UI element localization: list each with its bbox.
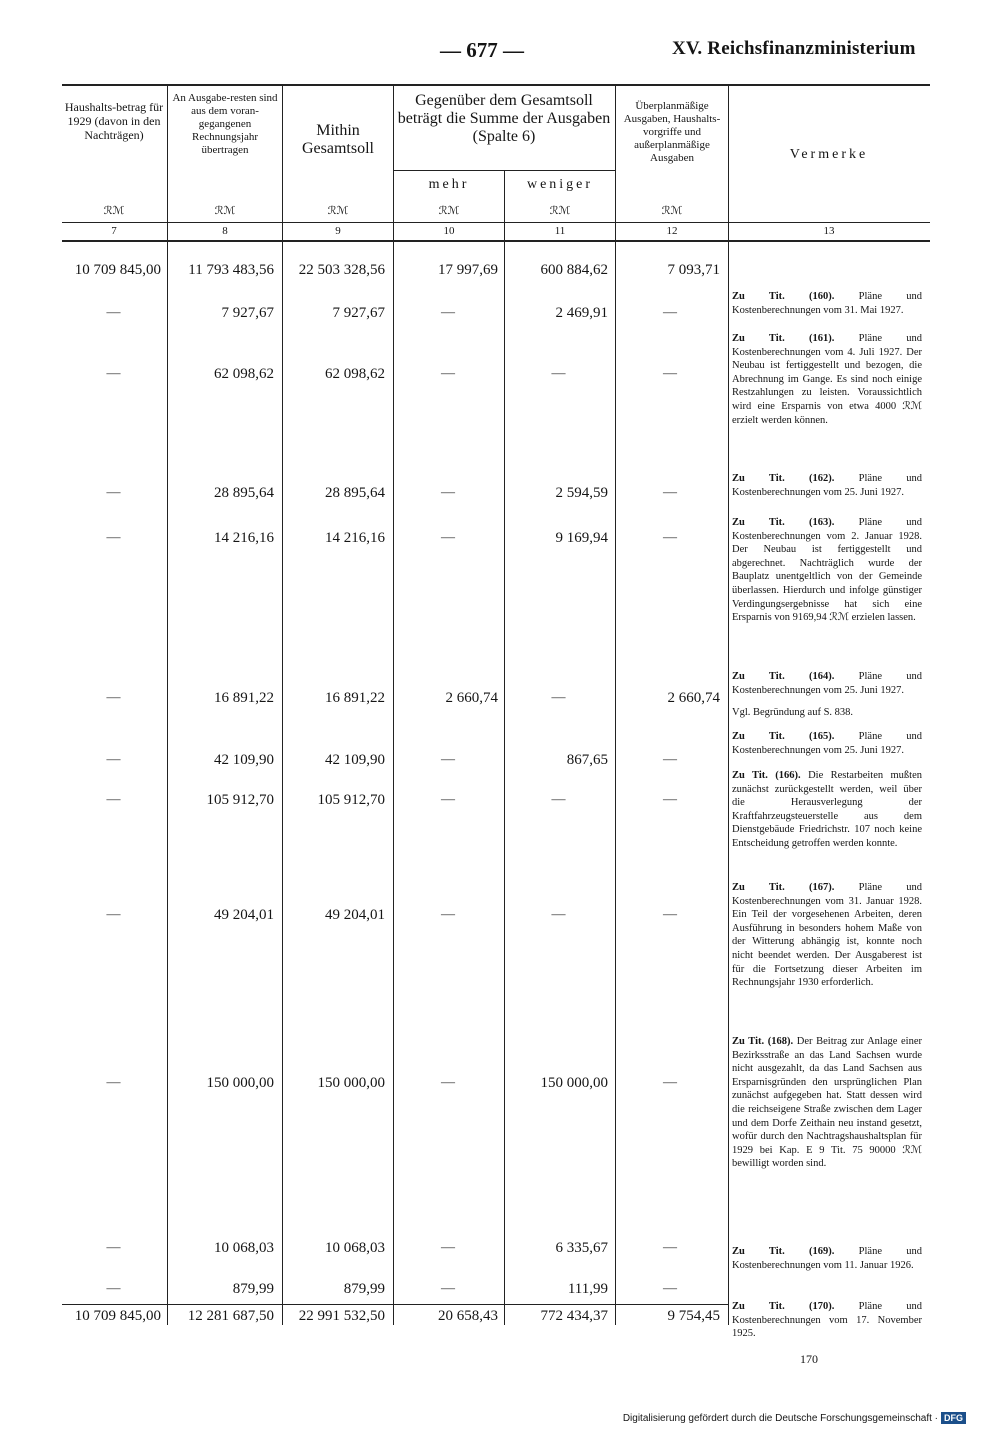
table-cell: — xyxy=(106,907,121,922)
table-cell: — xyxy=(441,907,455,922)
table-cell: — xyxy=(106,305,121,320)
note: Zu Tit. (167). Pläne und Kostenberechnungen vom 31. Januar 1928. Ein Teil der vorgesehenen Arbeiten, deren Ausführung in besonders hohem Maße von der Witterung abhängig ist, konnte noch nicht beendet werden. Der Ausgaberest ist für die Fortsetzung dieser Arbeiten im Rechnungsjahr 1930 erforderlich. xyxy=(732,882,923,989)
table-cell: 150 000,00 xyxy=(206,1075,274,1091)
table-cell: — xyxy=(663,305,677,320)
col-number: 9 xyxy=(335,225,341,237)
table-cell: 111,99 xyxy=(567,1281,608,1297)
table-cell: 600 884,62 xyxy=(540,262,608,278)
col-header-11: weniger xyxy=(526,177,594,192)
table-cell: — xyxy=(663,792,677,807)
note: Zu Tit. (165). Pläne und Kostenberechnungen vom 25. Juni 1927. xyxy=(732,731,923,756)
table-cell: 879,99 xyxy=(232,1281,274,1297)
header-unit-rule xyxy=(62,222,930,223)
note: Zu Tit. (163). Pläne und Kostenberechnungen vom 2. Januar 1928. Der Neubau ist fertiggestellt und abgerechnet. Nachträglich wurde der Bauplatz unentgeltlich von der Gemeinde überlassen. Hierdurch und infolge günstiger Verdingungsergebnisse hat sich eine Ersparnis von 9169,94 ℛℳ erzielen lassen. xyxy=(732,517,923,624)
table-cell: 7 927,67 xyxy=(221,305,274,321)
unit-label: ℛℳ xyxy=(327,205,349,217)
table-cell: — xyxy=(663,907,677,922)
col-number: 11 xyxy=(554,225,566,237)
col-header-9: Mithin Gesamtsoll xyxy=(302,122,374,157)
col-divider xyxy=(728,85,729,1325)
col-header-7: Haushalts-betrag für 1929 (davon in den Nachträgen) xyxy=(64,100,164,142)
unit-label: ℛℳ xyxy=(549,205,571,217)
col-number: 8 xyxy=(222,225,228,237)
table-cell: 9 169,94 xyxy=(555,530,608,546)
page-number: — 677 — xyxy=(440,38,524,62)
total-cell: 20 658,43 xyxy=(438,1308,498,1324)
table-cell: 10 709 845,00 xyxy=(74,262,161,278)
table-cell: 10 068,03 xyxy=(214,1240,274,1256)
table-cell: — xyxy=(551,690,566,705)
footer-credit xyxy=(623,1412,966,1424)
table-cell: — xyxy=(106,1075,121,1090)
table-cell: — xyxy=(441,1240,455,1255)
table-cell: — xyxy=(106,1281,121,1296)
table-cell: 42 109,90 xyxy=(214,752,274,768)
col-number: 10 xyxy=(443,225,455,237)
unit-label: ℛℳ xyxy=(661,205,683,217)
footer-text: Digitalisierung gefördert durch die Deutsche Forschungsgemeinschaft · xyxy=(622,1413,938,1424)
col-number: 13 xyxy=(823,225,835,237)
table-top-rule xyxy=(62,84,930,86)
table-cell: — xyxy=(106,366,121,381)
table-cell: — xyxy=(551,792,566,807)
sheet-number: 170 xyxy=(800,1352,818,1366)
table-cell: 14 216,16 xyxy=(214,530,274,546)
col-header-8: An Ausgabe-resten sind aus dem voran-gegangenen Rechnungsjahr übertragen xyxy=(172,92,278,156)
table-cell: — xyxy=(551,366,566,381)
table-cell: — xyxy=(441,1281,455,1296)
table-cell: — xyxy=(441,530,455,545)
table-cell: — xyxy=(663,366,677,381)
table-cell: — xyxy=(663,752,677,767)
total-cell: 772 434,37 xyxy=(540,1308,608,1324)
note: Vgl. Begründung auf S. 838. xyxy=(732,707,854,718)
table-cell: 7 927,67 xyxy=(332,305,385,321)
unit-label: ℛℳ xyxy=(103,205,125,217)
table-cell: 11 793 483,56 xyxy=(188,262,274,278)
table-cell: — xyxy=(441,485,455,500)
table-cell: — xyxy=(663,485,677,500)
table-cell: 10 068,03 xyxy=(325,1240,385,1256)
table-cell: 150 000,00 xyxy=(540,1075,608,1091)
page-section-title: XV. Reichsfinanzministerium xyxy=(672,38,916,59)
table-cell: — xyxy=(663,1240,677,1255)
note: Zu Tit. (169). Pläne und Kostenberechnungen vom 11. Januar 1926. xyxy=(732,1246,923,1271)
total-cell: 12 281 687,50 xyxy=(187,1308,274,1324)
table-cell: 6 335,67 xyxy=(555,1240,608,1256)
table-cell: 879,99 xyxy=(343,1281,385,1297)
table-cell: 17 997,69 xyxy=(438,262,498,278)
table-cell: 2 660,74 xyxy=(667,690,720,706)
table-cell: 22 503 328,56 xyxy=(298,262,385,278)
table-cell: 2 660,74 xyxy=(445,690,498,706)
unit-label: ℛℳ xyxy=(438,205,460,217)
table-cell: — xyxy=(106,690,121,705)
table-cell: 105 912,70 xyxy=(317,792,385,808)
table-cell: — xyxy=(441,1075,455,1090)
table-cell: 42 109,90 xyxy=(325,752,385,768)
note: Zu Tit. (162). Pläne und Kostenberechnungen vom 25. Juni 1927. xyxy=(732,473,923,498)
col-header-13: Vermerke xyxy=(789,147,869,162)
totals-rule xyxy=(62,1304,728,1305)
table-cell: 14 216,16 xyxy=(325,530,385,546)
total-cell: 10 709 845,00 xyxy=(74,1308,161,1324)
table-cell: — xyxy=(441,305,455,320)
unit-label: ℛℳ xyxy=(214,205,236,217)
note: Zu Tit. (168). Der Beitrag zur Anlage einer Bezirksstraße an das Land Sachsen wurde nicht ausgezahlt, da das Land Sachsen aus Ersparnisgründen den ursprünglichen Plan zunächst aufgegeben hat. Statt dessen wird die reichseigene Straße zwischen dem Lager und dem Dorfe Zeithain neu instand gesetzt, wofür durch den Nachtragshaushaltsplan für 1929 bei Kap. E 9 Tit. 75 90000 ℛℳ bewilligt worden sind. xyxy=(732,1036,923,1170)
col-header-12: Überplanmäßige Ausgaben, Haushalts-vorgriffe und außerplanmäßige Ausgaben xyxy=(623,100,721,164)
table-cell: 62 098,62 xyxy=(214,366,274,382)
note: Zu Tit. (166). Die Restarbeiten mußten zunächst zurückgestellt werden, weil über die Herausverlegung der Kraftfahrzeugsteuerstelle aus dem Dienstgebäude Friedrichstr. 107 noch keine Entscheidung getroffen werden konnte. xyxy=(732,770,923,849)
table-cell: 62 098,62 xyxy=(325,366,385,382)
table-cell: 49 204,01 xyxy=(325,907,385,923)
table-cell: — xyxy=(106,792,121,807)
table-cell: — xyxy=(441,752,455,767)
col-divider xyxy=(504,170,505,1325)
note: Zu Tit. (170). Pläne und Kostenberechnungen vom 17. November 1925. xyxy=(732,1301,923,1340)
table-cell: — xyxy=(663,1075,677,1090)
table-cell: 28 895,64 xyxy=(214,485,274,501)
table-cell: 867,65 xyxy=(566,752,608,768)
total-cell: 9 754,45 xyxy=(667,1308,720,1324)
table-cell: — xyxy=(106,485,121,500)
table-cell: — xyxy=(663,1281,677,1296)
note: Zu Tit. (164). Pläne und Kostenberechnungen vom 25. Juni 1927. xyxy=(732,671,923,696)
col-number: 7 xyxy=(111,225,117,237)
header-bottom-rule xyxy=(62,240,930,242)
table-cell: 150 000,00 xyxy=(317,1075,385,1091)
note: Zu Tit. (161). Pläne und Kostenberechnungen vom 4. Juli 1927. Der Neubau ist fertiggestellt und bezogen, die Abrechnung im Gange. Es sind noch einige Restzahlungen zu leisten. Voraussichtlich wird eine Ersparnis von etwa 4000 ℛℳ erzielt werden können. xyxy=(732,333,923,426)
table-cell: — xyxy=(106,752,121,767)
table-cell: 28 895,64 xyxy=(325,485,385,501)
col-number: 12 xyxy=(666,225,678,237)
table-cell: 16 891,22 xyxy=(325,690,385,706)
table-cell: — xyxy=(441,366,455,381)
table-cell: — xyxy=(551,907,566,922)
table-cell: 49 204,01 xyxy=(214,907,274,923)
total-cell: 22 991 532,50 xyxy=(298,1308,385,1324)
col-header-10: mehr xyxy=(428,177,470,192)
table-cell: 16 891,22 xyxy=(214,690,274,706)
table-cell: — xyxy=(441,792,455,807)
table-cell: 7 093,71 xyxy=(667,262,720,278)
table-cell: 105 912,70 xyxy=(206,792,274,808)
dfg-logo: DFG xyxy=(941,1412,966,1424)
group-header: Gegenüber dem Gesamtsoll beträgt die Summe der Ausgaben (Spalte 6) xyxy=(397,92,611,145)
table-cell: — xyxy=(106,1240,121,1255)
table-cell: — xyxy=(663,530,677,545)
table-cell: 2 594,59 xyxy=(555,485,608,501)
table-cell: — xyxy=(106,530,121,545)
note: Zu Tit. (160). Pläne und Kostenberechnungen vom 31. Mai 1927. xyxy=(732,291,923,316)
table-cell: 2 469,91 xyxy=(555,305,608,321)
